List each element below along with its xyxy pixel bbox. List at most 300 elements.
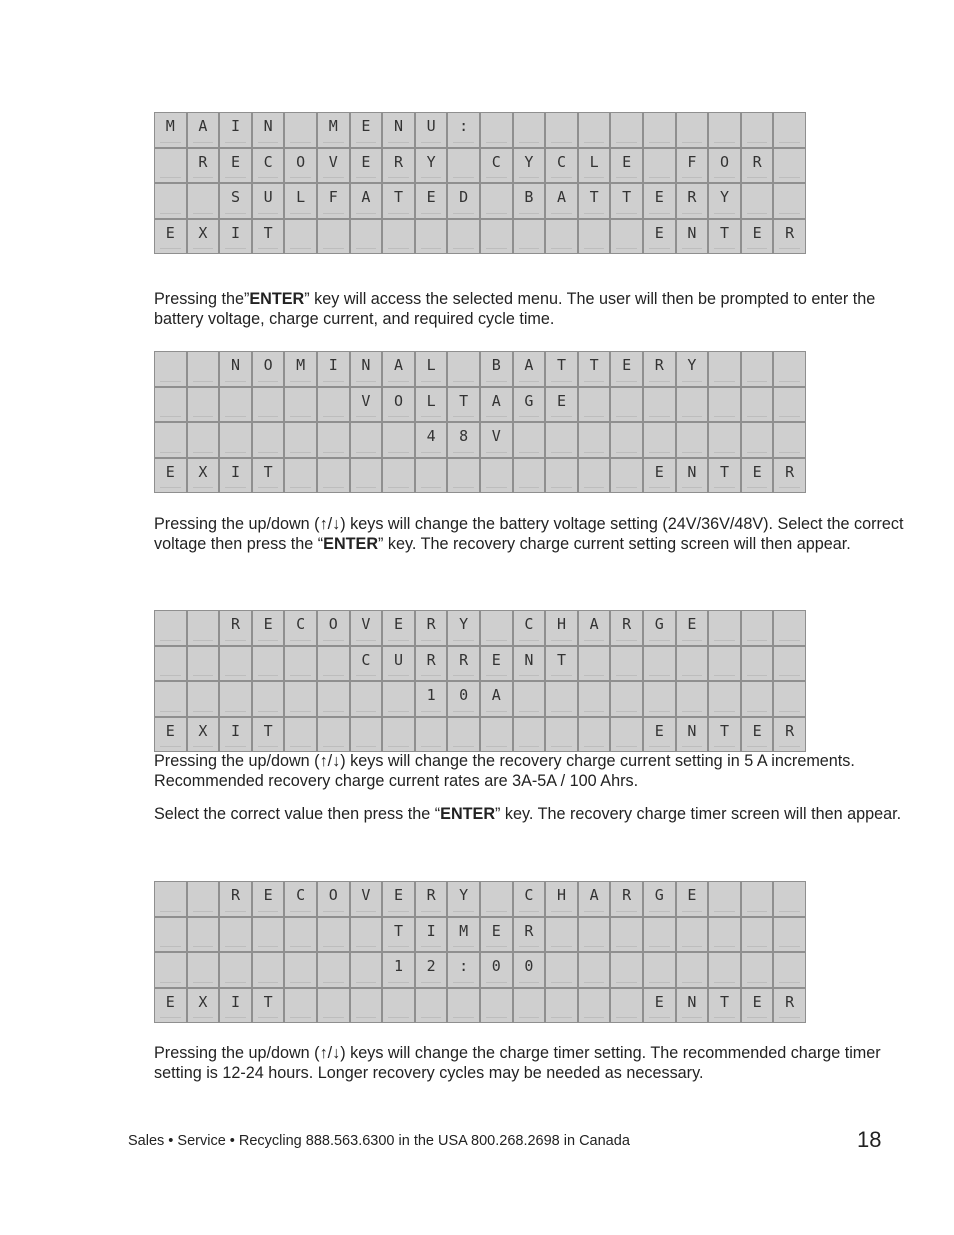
lcd-char — [220, 647, 251, 681]
lcd-char — [742, 423, 773, 457]
lcd-char: E — [644, 459, 675, 493]
lcd-char — [188, 352, 219, 386]
lcd-char — [709, 113, 740, 147]
lcd-char: L — [579, 149, 610, 183]
lcd-char: R — [416, 882, 447, 916]
lcd-char: T — [709, 220, 740, 254]
lcd-char: O — [709, 149, 740, 183]
lcd-char — [579, 682, 610, 716]
lcd-char: E — [351, 113, 382, 147]
lcd-char — [285, 718, 316, 752]
lcd-char: R — [514, 918, 545, 952]
lcd-char — [220, 953, 251, 987]
lcd-char: 0 — [481, 953, 512, 987]
lcd-char: I — [318, 352, 349, 386]
lcd-char — [318, 682, 349, 716]
lcd-char — [611, 682, 642, 716]
lcd-char — [774, 918, 805, 952]
lcd-char — [416, 220, 447, 254]
lcd-char: T — [709, 989, 740, 1023]
lcd-char — [514, 113, 545, 147]
lcd-char: : — [448, 953, 479, 987]
lcd-char — [318, 647, 349, 681]
lcd-char — [318, 953, 349, 987]
lcd-char — [709, 682, 740, 716]
lcd-char: E — [253, 882, 284, 916]
lcd-char: E — [253, 611, 284, 645]
lcd-char — [155, 184, 186, 218]
lcd-char — [644, 423, 675, 457]
lcd-char: U — [383, 647, 414, 681]
lcd-char — [514, 718, 545, 752]
lcd-char: E — [742, 220, 773, 254]
lcd-char — [774, 953, 805, 987]
lcd-char — [514, 989, 545, 1023]
lcd-char: X — [188, 459, 219, 493]
enter-key-label: ENTER — [249, 290, 305, 308]
lcd-char: A — [514, 352, 545, 386]
lcd-char — [611, 113, 642, 147]
lcd-char: E — [481, 647, 512, 681]
lcd-charge-current — [154, 610, 806, 752]
lcd-char: M — [448, 918, 479, 952]
lcd-char — [677, 423, 708, 457]
lcd-char — [742, 682, 773, 716]
lcd-char — [677, 953, 708, 987]
lcd-char — [416, 989, 447, 1023]
lcd-char — [611, 388, 642, 422]
lcd-char — [677, 388, 708, 422]
text: Pressing the up/down (↑/↓) keys will change the recovery charge current setting in 5 A increments. Recommended recovery charge current rates are 3A-5A / 100 Ahrs. — [154, 752, 855, 790]
lcd-char: N — [677, 220, 708, 254]
lcd-char: X — [188, 718, 219, 752]
lcd-char — [155, 423, 186, 457]
lcd-char — [253, 423, 284, 457]
lcd-char — [383, 682, 414, 716]
lcd-char: R — [611, 882, 642, 916]
lcd-char — [611, 953, 642, 987]
lcd-char: R — [742, 149, 773, 183]
lcd-char — [709, 611, 740, 645]
lcd-char — [155, 882, 186, 916]
lcd-char: U — [416, 113, 447, 147]
text: Pressing the up/down (↑/↓) keys will change the charge timer setting. The recommended charge timer setting is 12-24 hours. Longer recovery cycles may be needed as necessary. — [154, 1044, 881, 1082]
paragraph-timer — [154, 1044, 904, 1083]
lcd-char: R — [448, 647, 479, 681]
lcd-char: T — [579, 184, 610, 218]
lcd-char: E — [644, 220, 675, 254]
lcd-char: I — [220, 989, 251, 1023]
lcd-char: O — [318, 611, 349, 645]
lcd-char — [318, 423, 349, 457]
lcd-char: E — [546, 388, 577, 422]
lcd-char — [774, 682, 805, 716]
lcd-char — [709, 423, 740, 457]
lcd-char — [188, 882, 219, 916]
lcd-char: T — [546, 352, 577, 386]
text: Pressing the up/down (↑/↓) keys will change the battery voltage setting (24V/36V/48V). Select the correct voltage then press the “ — [154, 515, 904, 553]
lcd-char — [285, 220, 316, 254]
lcd-char — [546, 220, 577, 254]
lcd-char — [677, 647, 708, 681]
lcd-char: G — [644, 611, 675, 645]
lcd-char: Y — [514, 149, 545, 183]
lcd-char — [285, 918, 316, 952]
lcd-char: C — [285, 611, 316, 645]
lcd-char — [481, 989, 512, 1023]
lcd-char — [579, 388, 610, 422]
lcd-char — [220, 682, 251, 716]
lcd-char — [709, 388, 740, 422]
lcd-char — [351, 459, 382, 493]
lcd-char — [383, 718, 414, 752]
lcd-char: 1 — [416, 682, 447, 716]
lcd-char — [774, 113, 805, 147]
paragraph-select-value — [154, 805, 904, 825]
lcd-char — [742, 882, 773, 916]
lcd-char — [644, 113, 675, 147]
lcd-char: V — [318, 149, 349, 183]
lcd-char — [188, 388, 219, 422]
lcd-char — [155, 611, 186, 645]
lcd-char: E — [742, 989, 773, 1023]
lcd-char — [318, 989, 349, 1023]
paragraph-current — [154, 752, 904, 791]
lcd-char — [383, 459, 414, 493]
lcd-char: O — [253, 352, 284, 386]
lcd-char: T — [546, 647, 577, 681]
lcd-char — [579, 113, 610, 147]
lcd-char: E — [644, 184, 675, 218]
lcd-char: R — [774, 989, 805, 1023]
lcd-char — [448, 718, 479, 752]
lcd-char — [155, 682, 186, 716]
lcd-char — [579, 423, 610, 457]
lcd-char: Y — [709, 184, 740, 218]
lcd-char — [351, 423, 382, 457]
lcd-char: L — [285, 184, 316, 218]
lcd-char — [220, 423, 251, 457]
lcd-char — [774, 352, 805, 386]
page-number: 18 — [857, 1127, 882, 1152]
lcd-nominal-voltage — [154, 351, 806, 493]
paragraph-voltage — [154, 515, 904, 554]
lcd-char — [220, 918, 251, 952]
lcd-char: E — [644, 989, 675, 1023]
lcd-char — [611, 647, 642, 681]
lcd-char — [416, 459, 447, 493]
lcd-char: T — [579, 352, 610, 386]
lcd-char: T — [253, 220, 284, 254]
lcd-char: E — [383, 882, 414, 916]
lcd-char: Y — [677, 352, 708, 386]
lcd-char — [644, 149, 675, 183]
lcd-char — [546, 682, 577, 716]
lcd-char — [579, 718, 610, 752]
lcd-char: N — [677, 718, 708, 752]
lcd-char — [155, 388, 186, 422]
lcd-char — [155, 352, 186, 386]
lcd-char — [318, 918, 349, 952]
lcd-char — [774, 184, 805, 218]
lcd-char — [644, 918, 675, 952]
text: ” key. The recovery charge timer screen will then appear. — [495, 805, 902, 823]
lcd-char: M — [155, 113, 186, 147]
lcd-char — [285, 459, 316, 493]
lcd-char — [579, 953, 610, 987]
lcd-char: L — [416, 388, 447, 422]
lcd-char — [155, 953, 186, 987]
lcd-char — [285, 682, 316, 716]
lcd-char: F — [677, 149, 708, 183]
lcd-char: V — [481, 423, 512, 457]
lcd-char — [677, 682, 708, 716]
lcd-char: T — [383, 184, 414, 218]
lcd-char: R — [774, 459, 805, 493]
lcd-char: L — [416, 352, 447, 386]
lcd-char — [481, 113, 512, 147]
lcd-char: E — [416, 184, 447, 218]
lcd-char: 4 — [416, 423, 447, 457]
lcd-char: U — [253, 184, 284, 218]
lcd-char — [774, 611, 805, 645]
lcd-char: I — [220, 113, 251, 147]
lcd-char: N — [383, 113, 414, 147]
lcd-char: E — [644, 718, 675, 752]
lcd-char: T — [448, 388, 479, 422]
lcd-char — [774, 647, 805, 681]
lcd-char: B — [514, 184, 545, 218]
lcd-char: R — [774, 220, 805, 254]
lcd-char — [253, 682, 284, 716]
lcd-char — [579, 459, 610, 493]
lcd-char: C — [481, 149, 512, 183]
lcd-char — [611, 989, 642, 1023]
lcd-char — [318, 718, 349, 752]
lcd-char: T — [253, 718, 284, 752]
lcd-char: A — [579, 611, 610, 645]
lcd-char: X — [188, 989, 219, 1023]
lcd-char: R — [220, 882, 251, 916]
lcd-char — [383, 423, 414, 457]
lcd-char — [611, 918, 642, 952]
footer-contact: Sales • Service • Recycling 888.563.6300 in the USA 800.268.2698 in Canada — [128, 1133, 630, 1149]
lcd-char: Y — [448, 611, 479, 645]
lcd-char: V — [351, 611, 382, 645]
lcd-char: R — [220, 611, 251, 645]
lcd-char — [448, 220, 479, 254]
lcd-char — [481, 220, 512, 254]
lcd-char — [481, 611, 512, 645]
lcd-char — [318, 388, 349, 422]
lcd-char: E — [742, 718, 773, 752]
lcd-charge-timer — [154, 881, 806, 1023]
lcd-char: N — [220, 352, 251, 386]
lcd-char: E — [155, 989, 186, 1023]
lcd-char — [188, 647, 219, 681]
lcd-char — [546, 918, 577, 952]
lcd-char: R — [188, 149, 219, 183]
lcd-char — [253, 953, 284, 987]
lcd-char — [318, 220, 349, 254]
lcd-char — [611, 220, 642, 254]
lcd-char — [220, 388, 251, 422]
lcd-char — [155, 149, 186, 183]
lcd-char: C — [351, 647, 382, 681]
lcd-char — [351, 918, 382, 952]
lcd-char — [351, 220, 382, 254]
lcd-char: R — [677, 184, 708, 218]
lcd-char: T — [253, 459, 284, 493]
lcd-char: C — [253, 149, 284, 183]
lcd-char — [481, 184, 512, 218]
lcd-char — [546, 423, 577, 457]
lcd-char: D — [448, 184, 479, 218]
lcd-char: N — [253, 113, 284, 147]
lcd-char — [742, 184, 773, 218]
lcd-char — [383, 220, 414, 254]
lcd-char: B — [481, 352, 512, 386]
lcd-char — [742, 918, 773, 952]
lcd-char — [579, 918, 610, 952]
lcd-char — [742, 611, 773, 645]
enter-key-label: ENTER — [440, 805, 496, 823]
lcd-char: V — [351, 388, 382, 422]
lcd-char: E — [611, 352, 642, 386]
lcd-char: F — [318, 184, 349, 218]
lcd-char: C — [285, 882, 316, 916]
text: Select the correct value then press the “ — [154, 805, 441, 823]
lcd-char — [481, 459, 512, 493]
lcd-char — [448, 989, 479, 1023]
lcd-char — [155, 647, 186, 681]
lcd-char — [709, 953, 740, 987]
lcd-char: E — [220, 149, 251, 183]
lcd-char — [611, 459, 642, 493]
lcd-char — [514, 459, 545, 493]
lcd-char — [285, 113, 316, 147]
enter-key-label: ENTER — [323, 534, 379, 553]
lcd-char — [285, 388, 316, 422]
lcd-char — [579, 989, 610, 1023]
lcd-char: 1 — [383, 953, 414, 987]
lcd-char — [579, 220, 610, 254]
lcd-char: N — [351, 352, 382, 386]
lcd-char — [383, 989, 414, 1023]
lcd-char — [742, 388, 773, 422]
lcd-char: M — [285, 352, 316, 386]
paragraph-enter-menu — [154, 290, 904, 329]
lcd-char — [546, 989, 577, 1023]
lcd-char: A — [351, 184, 382, 218]
lcd-char — [774, 882, 805, 916]
lcd-char — [318, 459, 349, 493]
text: ” key. The recovery charge current setting screen will then appear. — [378, 534, 851, 553]
lcd-char: R — [416, 647, 447, 681]
lcd-char — [644, 647, 675, 681]
lcd-char: : — [448, 113, 479, 147]
lcd-char — [644, 388, 675, 422]
lcd-char — [188, 611, 219, 645]
lcd-char: N — [677, 459, 708, 493]
lcd-char: T — [611, 184, 642, 218]
lcd-char: S — [220, 184, 251, 218]
lcd-char: O — [318, 882, 349, 916]
lcd-char: G — [644, 882, 675, 916]
lcd-char — [774, 149, 805, 183]
lcd-char: I — [220, 220, 251, 254]
lcd-char — [448, 352, 479, 386]
lcd-char: H — [546, 882, 577, 916]
lcd-char — [285, 989, 316, 1023]
lcd-char: I — [416, 918, 447, 952]
lcd-char: E — [677, 882, 708, 916]
lcd-char — [546, 718, 577, 752]
lcd-char — [709, 352, 740, 386]
lcd-char — [677, 918, 708, 952]
lcd-char — [579, 647, 610, 681]
lcd-char: 2 — [416, 953, 447, 987]
lcd-char: T — [383, 918, 414, 952]
lcd-char: E — [155, 459, 186, 493]
lcd-char: E — [351, 149, 382, 183]
lcd-char: G — [514, 388, 545, 422]
lcd-char — [514, 423, 545, 457]
lcd-char — [709, 882, 740, 916]
lcd-char — [644, 682, 675, 716]
lcd-char — [448, 149, 479, 183]
lcd-char: A — [546, 184, 577, 218]
text: Pressing the” — [154, 290, 250, 308]
lcd-char — [644, 953, 675, 987]
lcd-char: E — [155, 718, 186, 752]
lcd-char: R — [383, 149, 414, 183]
lcd-char — [351, 989, 382, 1023]
lcd-char — [546, 113, 577, 147]
lcd-char — [546, 459, 577, 493]
lcd-char: 8 — [448, 423, 479, 457]
lcd-char: R — [611, 611, 642, 645]
lcd-char: T — [709, 718, 740, 752]
lcd-char: A — [383, 352, 414, 386]
lcd-char: E — [155, 220, 186, 254]
lcd-char: N — [677, 989, 708, 1023]
lcd-char — [742, 113, 773, 147]
lcd-char — [253, 647, 284, 681]
lcd-char: C — [514, 611, 545, 645]
lcd-char — [742, 953, 773, 987]
lcd-char: T — [253, 989, 284, 1023]
lcd-char: O — [383, 388, 414, 422]
lcd-char — [285, 953, 316, 987]
lcd-char: O — [285, 149, 316, 183]
lcd-char: E — [383, 611, 414, 645]
lcd-char — [677, 113, 708, 147]
lcd-char: R — [416, 611, 447, 645]
lcd-char: 0 — [514, 953, 545, 987]
lcd-char — [742, 352, 773, 386]
lcd-char: E — [677, 611, 708, 645]
lcd-char — [514, 682, 545, 716]
lcd-char — [742, 647, 773, 681]
lcd-char — [285, 647, 316, 681]
lcd-char: C — [546, 149, 577, 183]
lcd-char: H — [546, 611, 577, 645]
lcd-char: I — [220, 459, 251, 493]
lcd-char: R — [644, 352, 675, 386]
lcd-char — [285, 423, 316, 457]
lcd-char — [514, 220, 545, 254]
